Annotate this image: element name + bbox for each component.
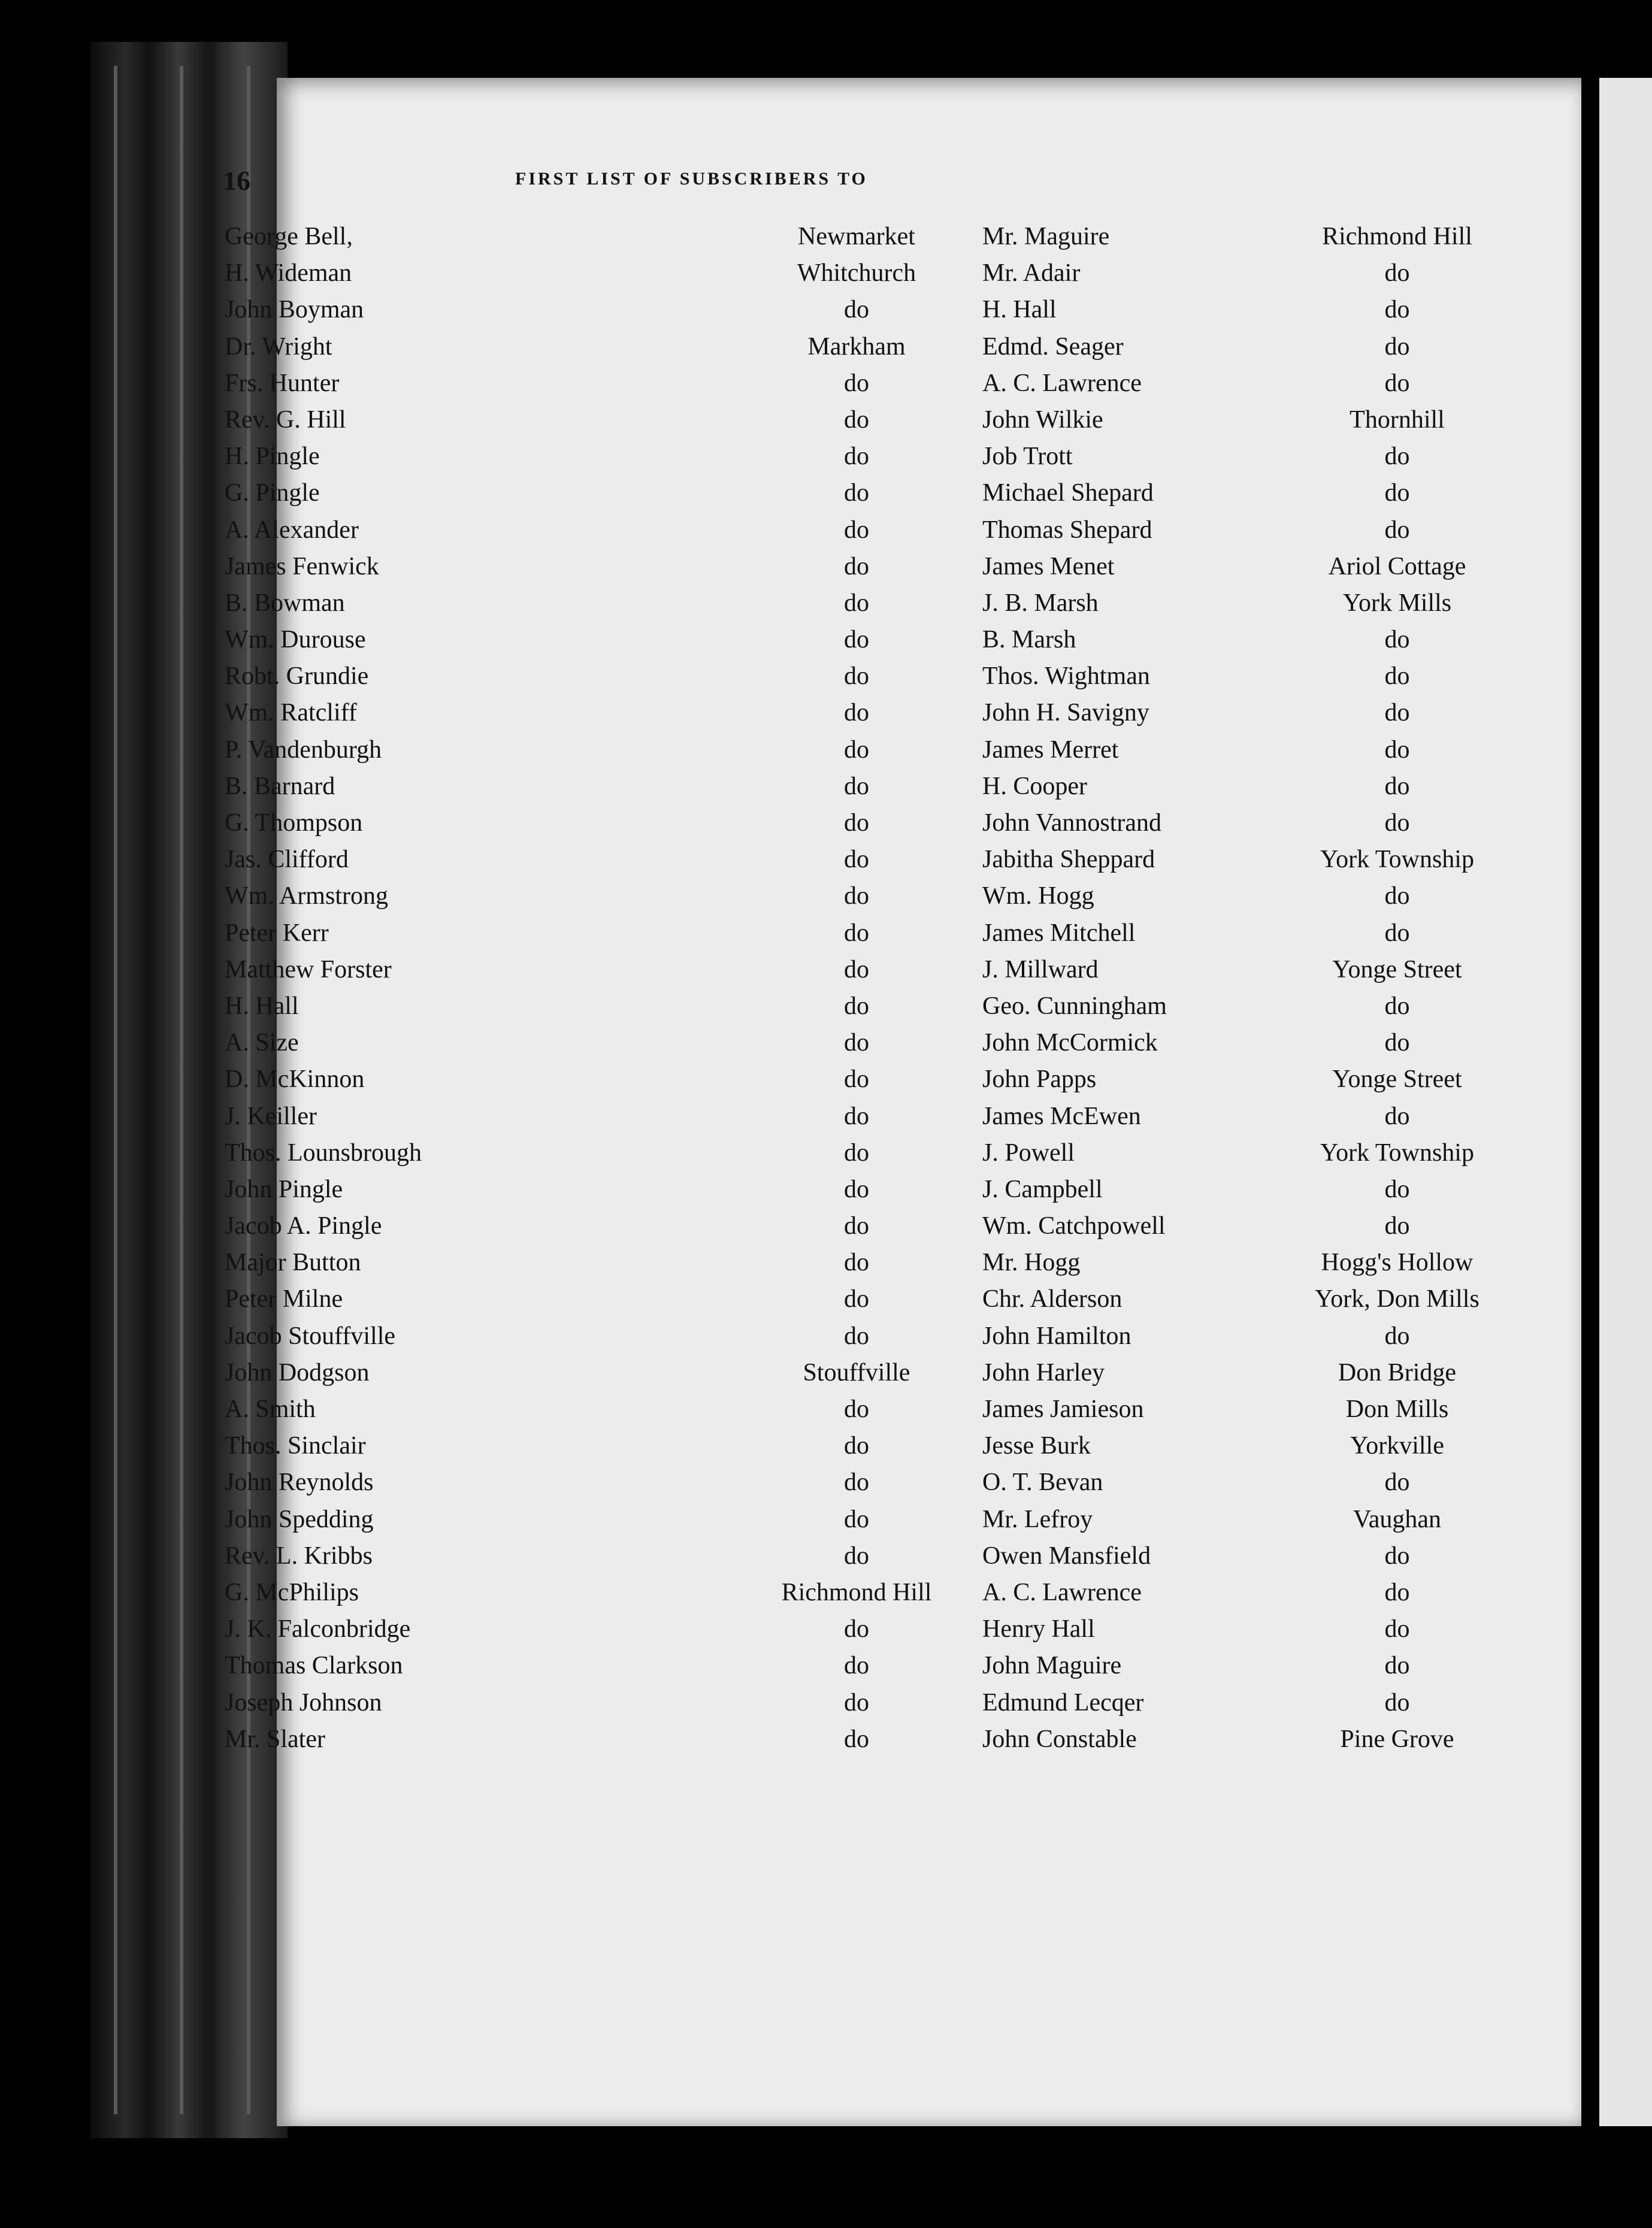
subscriber-place-second: do <box>1384 662 1410 691</box>
subscriber-name: G. Pingle <box>225 479 320 507</box>
subscriber-name: George Bell, <box>225 223 353 250</box>
subscriber-row <box>225 732 1471 768</box>
subscriber-name-second: A. C. Lawrence <box>982 369 1142 397</box>
subscriber-place: do <box>844 1102 869 1130</box>
subscriber-place: do <box>844 1652 869 1680</box>
subscriber-name-second: Mr. Adair <box>982 259 1081 287</box>
spine-edge <box>180 66 183 2114</box>
subscriber-name-second: Job Trott <box>982 443 1073 471</box>
subscriber-name: J. Keiller <box>225 1102 317 1130</box>
subscriber-place-second: York Township <box>1320 1139 1474 1167</box>
subscriber-place-second: do <box>1384 1578 1410 1606</box>
subscriber-name-second: B. Marsh <box>982 626 1076 654</box>
subscriber-name-second: James Merret <box>982 735 1119 764</box>
subscriber-name: John Boyman <box>225 296 364 324</box>
subscriber-place: Stouffville <box>803 1358 910 1387</box>
subscriber-name-second: James McEwen <box>982 1102 1141 1130</box>
subscriber-place-second: do <box>1384 1688 1410 1717</box>
subscriber-place-second: Vaughan <box>1353 1505 1441 1533</box>
subscriber-place: do <box>844 296 869 324</box>
subscriber-name: Wm. Ratcliff <box>225 699 357 727</box>
subscriber-name: Jas. Clifford <box>225 846 349 874</box>
subscriber-place-second: Don Mills <box>1345 1395 1449 1423</box>
subscriber-place: do <box>844 443 869 471</box>
subscriber-place-second: do <box>1384 735 1410 764</box>
subscriber-name: G. McPhilips <box>225 1578 359 1606</box>
subscriber-name-second: Jesse Burk <box>982 1432 1091 1460</box>
subscriber-name: Dr. Wright <box>225 332 332 361</box>
subscriber-place: Whitchurch <box>797 259 916 287</box>
subscriber-name-second: John McCormick <box>982 1029 1158 1057</box>
subscriber-place-second: do <box>1384 479 1410 507</box>
subscriber-name: J. K. Falconbridge <box>225 1615 411 1643</box>
subscriber-place: do <box>844 662 869 691</box>
subscriber-place: do <box>844 1542 869 1570</box>
subscriber-name: G. Thompson <box>225 809 363 837</box>
subscriber-row <box>225 841 1474 878</box>
subscriber-place-second: do <box>1384 369 1410 397</box>
subscriber-place: do <box>844 772 869 800</box>
subscriber-place-second: do <box>1384 1212 1410 1240</box>
subscriber-name: Peter Kerr <box>225 919 329 947</box>
subscriber-row <box>225 1502 1471 1538</box>
subscriber-row <box>225 695 1471 731</box>
subscriber-place: do <box>844 552 869 580</box>
subscriber-row <box>225 1721 1471 1758</box>
subscriber-row <box>225 1575 1471 1611</box>
subscriber-name-second: James Mitchell <box>982 919 1136 947</box>
subscriber-place: do <box>844 992 869 1020</box>
subscriber-place-second: do <box>1384 259 1410 287</box>
subscriber-row <box>225 512 1471 549</box>
subscriber-place: do <box>844 1322 869 1350</box>
subscriber-name-second: John Hamilton <box>982 1322 1131 1350</box>
subscriber-name-second: O. T. Bevan <box>982 1469 1103 1497</box>
subscriber-place-second: do <box>1384 1322 1410 1350</box>
subscriber-name: John Reynolds <box>225 1469 374 1497</box>
subscriber-place-second: Yonge Street <box>1332 1065 1462 1094</box>
subscriber-name: Mr. Slater <box>225 1725 325 1753</box>
subscriber-place-second: Yorkville <box>1350 1432 1444 1460</box>
subscriber-row <box>225 1538 1471 1575</box>
subscriber-name-second: Thos. Wightman <box>982 662 1150 691</box>
subscriber-name-second: John Constable <box>982 1725 1137 1753</box>
subscriber-name: Jacob Stouffville <box>225 1322 396 1350</box>
subscriber-place: do <box>844 1249 869 1277</box>
subscriber-name: A. Smith <box>225 1395 316 1423</box>
subscriber-place-second: do <box>1384 992 1410 1020</box>
subscriber-row <box>225 1135 1474 1171</box>
subscriber-name-second: H. Hall <box>982 296 1057 324</box>
subscriber-place: do <box>844 1469 869 1497</box>
subscriber-place: do <box>844 369 869 397</box>
subscriber-place: do <box>844 1615 869 1643</box>
subscriber-name-second: Geo. Cunningham <box>982 992 1167 1020</box>
subscriber-name: Robt. Grundie <box>225 662 369 691</box>
subscriber-name-second: J. Millward <box>982 955 1099 983</box>
subscriber-place: do <box>844 809 869 837</box>
subscriber-row <box>225 1171 1471 1208</box>
subscriber-row <box>225 1648 1471 1684</box>
subscriber-list <box>225 219 1479 1758</box>
subscriber-place: do <box>844 589 869 617</box>
subscriber-row <box>225 1428 1471 1464</box>
subscriber-place-second: Thornhill <box>1350 405 1445 434</box>
subscriber-place: do <box>844 516 869 544</box>
subscriber-row <box>225 292 1471 328</box>
subscriber-row <box>225 1611 1471 1648</box>
subscriber-name: Thos. Sinclair <box>225 1432 366 1460</box>
subscriber-name: Frs. Hunter <box>225 369 340 397</box>
subscriber-place-second: do <box>1384 1542 1410 1570</box>
subscriber-place-second: do <box>1384 1029 1410 1057</box>
subscriber-row <box>225 549 1471 585</box>
subscriber-name: A. Alexander <box>225 516 359 544</box>
subscriber-row <box>225 988 1471 1025</box>
subscriber-name-second: A. C. Lawrence <box>982 1578 1142 1606</box>
subscriber-row <box>225 438 1471 475</box>
subscriber-row <box>225 915 1471 952</box>
page-number: 16 <box>223 165 250 196</box>
subscriber-name: Major Button <box>225 1249 361 1277</box>
subscriber-name: Peter Milne <box>225 1285 343 1313</box>
subscriber-place-second: do <box>1384 516 1410 544</box>
subscriber-name-second: John Harley <box>982 1358 1105 1387</box>
subscriber-row <box>225 658 1471 695</box>
subscriber-place-second: do <box>1384 1469 1410 1497</box>
subscriber-place-second: do <box>1384 626 1410 654</box>
subscriber-row <box>225 952 1471 988</box>
subscriber-row <box>225 1098 1471 1135</box>
subscriber-name-second: Jabitha Sheppard <box>982 846 1155 874</box>
subscriber-place: do <box>844 1432 869 1460</box>
subscriber-name: P. Vandenburgh <box>225 735 382 764</box>
subscriber-row <box>225 622 1471 658</box>
subscriber-name-second: Mr. Hogg <box>982 1249 1081 1277</box>
subscriber-name: James Fenwick <box>225 552 379 580</box>
subscriber-place: Newmarket <box>798 223 915 250</box>
spine-edge <box>114 66 117 2114</box>
subscriber-name-second: James Menet <box>982 552 1115 580</box>
subscriber-place: do <box>844 846 869 874</box>
subscriber-place: do <box>844 1395 869 1423</box>
running-title: FIRST LIST OF SUBSCRIBERS TO <box>515 169 868 189</box>
subscriber-row <box>225 1281 1479 1318</box>
subscriber-name: H. Hall <box>225 992 299 1020</box>
subscriber-row <box>225 1061 1471 1098</box>
subscriber-place-second: do <box>1384 296 1410 324</box>
subscriber-name-second: Edmd. Seager <box>982 332 1124 361</box>
subscriber-row <box>225 1685 1471 1721</box>
subscriber-place: do <box>844 955 869 983</box>
adjacent-page-edge <box>1599 78 1652 2126</box>
subscriber-name: Matthew Forster <box>225 955 392 983</box>
subscriber-row <box>225 1318 1471 1355</box>
subscriber-place: do <box>844 1285 869 1313</box>
subscriber-place: do <box>844 1212 869 1240</box>
subscriber-place-second: York, Don Mills <box>1315 1285 1479 1313</box>
subscriber-name: Wm. Armstrong <box>225 882 388 910</box>
subscriber-place-second: do <box>1384 1102 1410 1130</box>
subscriber-name: Wm. Durouse <box>225 626 366 654</box>
subscriber-place-second: do <box>1384 1615 1410 1643</box>
subscriber-row <box>225 768 1471 805</box>
subscriber-row <box>225 402 1471 438</box>
subscriber-place: do <box>844 1065 869 1094</box>
subscriber-name-second: Thomas Shepard <box>982 516 1152 544</box>
subscriber-name: John Spedding <box>225 1505 374 1533</box>
subscriber-row <box>225 1245 1474 1281</box>
subscriber-name: B. Barnard <box>225 772 335 800</box>
subscriber-name-second: Michael Shepard <box>982 479 1154 507</box>
subscriber-name-second: J. Campbell <box>982 1175 1103 1203</box>
subscriber-row <box>225 1355 1471 1391</box>
subscriber-name-second: Wm. Hogg <box>982 882 1094 910</box>
subscriber-place-second: Hogg's Hollow <box>1321 1249 1474 1277</box>
subscriber-place: do <box>844 1725 869 1753</box>
subscriber-name-second: John Papps <box>982 1065 1097 1094</box>
subscriber-place: Markham <box>807 332 906 361</box>
subscriber-name-second: Chr. Alderson <box>982 1285 1122 1313</box>
subscriber-row <box>225 475 1471 511</box>
subscriber-row <box>225 805 1471 841</box>
subscriber-place-second: Don Bridge <box>1338 1358 1457 1387</box>
subscriber-name: H. Pingle <box>225 443 320 471</box>
subscriber-place: do <box>844 699 869 727</box>
subscriber-row <box>225 1464 1471 1501</box>
subscriber-place: do <box>844 919 869 947</box>
subscriber-place: do <box>844 1029 869 1057</box>
subscriber-name: Jacob A. Pingle <box>225 1212 382 1240</box>
subscriber-place: do <box>844 1505 869 1533</box>
subscriber-place-second: Pine Grove <box>1340 1725 1454 1753</box>
subscriber-place: do <box>844 626 869 654</box>
subscriber-place-second: do <box>1384 443 1410 471</box>
subscriber-name: Thos. Lounsbrough <box>225 1139 422 1167</box>
subscriber-name-second: John H. Savigny <box>982 699 1149 727</box>
subscriber-row <box>225 1208 1471 1245</box>
subscriber-name-second: Owen Mansfield <box>982 1542 1151 1570</box>
subscriber-name-second: Henry Hall <box>982 1615 1095 1643</box>
subscriber-name: Rev. L. Kribbs <box>225 1542 373 1570</box>
subscriber-place-second: do <box>1384 332 1410 361</box>
subscriber-row <box>225 219 1471 255</box>
subscriber-name-second: Wm. Catchpowell <box>982 1212 1166 1240</box>
subscriber-place: do <box>844 1175 869 1203</box>
subscriber-place-second: do <box>1384 1175 1410 1203</box>
subscriber-place-second: do <box>1384 699 1410 727</box>
subscriber-place: do <box>844 1688 869 1717</box>
subscriber-name: B. Bowman <box>225 589 345 617</box>
subscriber-place: do <box>844 1139 869 1167</box>
subscriber-row <box>225 585 1471 622</box>
subscriber-name: Joseph Johnson <box>225 1688 382 1717</box>
subscriber-row <box>225 878 1471 915</box>
subscriber-place-second: Ariol Cottage <box>1328 552 1466 580</box>
subscriber-row <box>225 365 1471 402</box>
subscriber-name-second: John Maguire <box>982 1652 1122 1680</box>
subscriber-place: do <box>844 405 869 434</box>
subscriber-place-second: Yonge Street <box>1332 955 1462 983</box>
subscriber-row <box>225 255 1471 292</box>
subscriber-name-second: J. B. Marsh <box>982 589 1099 617</box>
subscriber-name-second: John Vannostrand <box>982 809 1162 837</box>
subscriber-place-second: do <box>1384 772 1410 800</box>
subscriber-place-second: Richmond Hill <box>1322 223 1472 250</box>
subscriber-name-second: John Wilkie <box>982 405 1103 434</box>
subscriber-name-second: James Jamieson <box>982 1395 1144 1423</box>
subscriber-place-second: do <box>1384 1652 1410 1680</box>
subscriber-place-second: York Mills <box>1342 589 1452 617</box>
subscriber-row <box>225 329 1471 365</box>
subscriber-place-second: do <box>1384 809 1410 837</box>
subscriber-name: John Pingle <box>225 1175 343 1203</box>
subscriber-name-second: Edmund Lecqer <box>982 1688 1144 1717</box>
subscriber-name-second: J. Powell <box>982 1139 1075 1167</box>
subscriber-place: do <box>844 479 869 507</box>
subscriber-place: do <box>844 882 869 910</box>
subscriber-name-second: H. Cooper <box>982 772 1087 800</box>
subscriber-row <box>225 1391 1471 1428</box>
subscriber-place: Richmond Hill <box>781 1578 932 1606</box>
subscriber-name: Rev. G. Hill <box>225 405 346 434</box>
subscriber-name: H. Wideman <box>225 259 352 287</box>
subscriber-name-second: Mr. Maguire <box>982 223 1110 250</box>
subscriber-place-second: do <box>1384 919 1410 947</box>
subscriber-place-second: do <box>1384 882 1410 910</box>
subscriber-place: do <box>844 735 869 764</box>
subscriber-name: Thomas Clarkson <box>225 1652 403 1680</box>
subscriber-name-second: Mr. Lefroy <box>982 1505 1093 1533</box>
subscriber-name: D. McKinnon <box>225 1065 365 1094</box>
subscriber-name: A. Size <box>225 1029 299 1057</box>
subscriber-row <box>225 1025 1471 1061</box>
subscriber-place-second: York Township <box>1320 846 1474 874</box>
subscriber-name: John Dodgson <box>225 1358 370 1387</box>
